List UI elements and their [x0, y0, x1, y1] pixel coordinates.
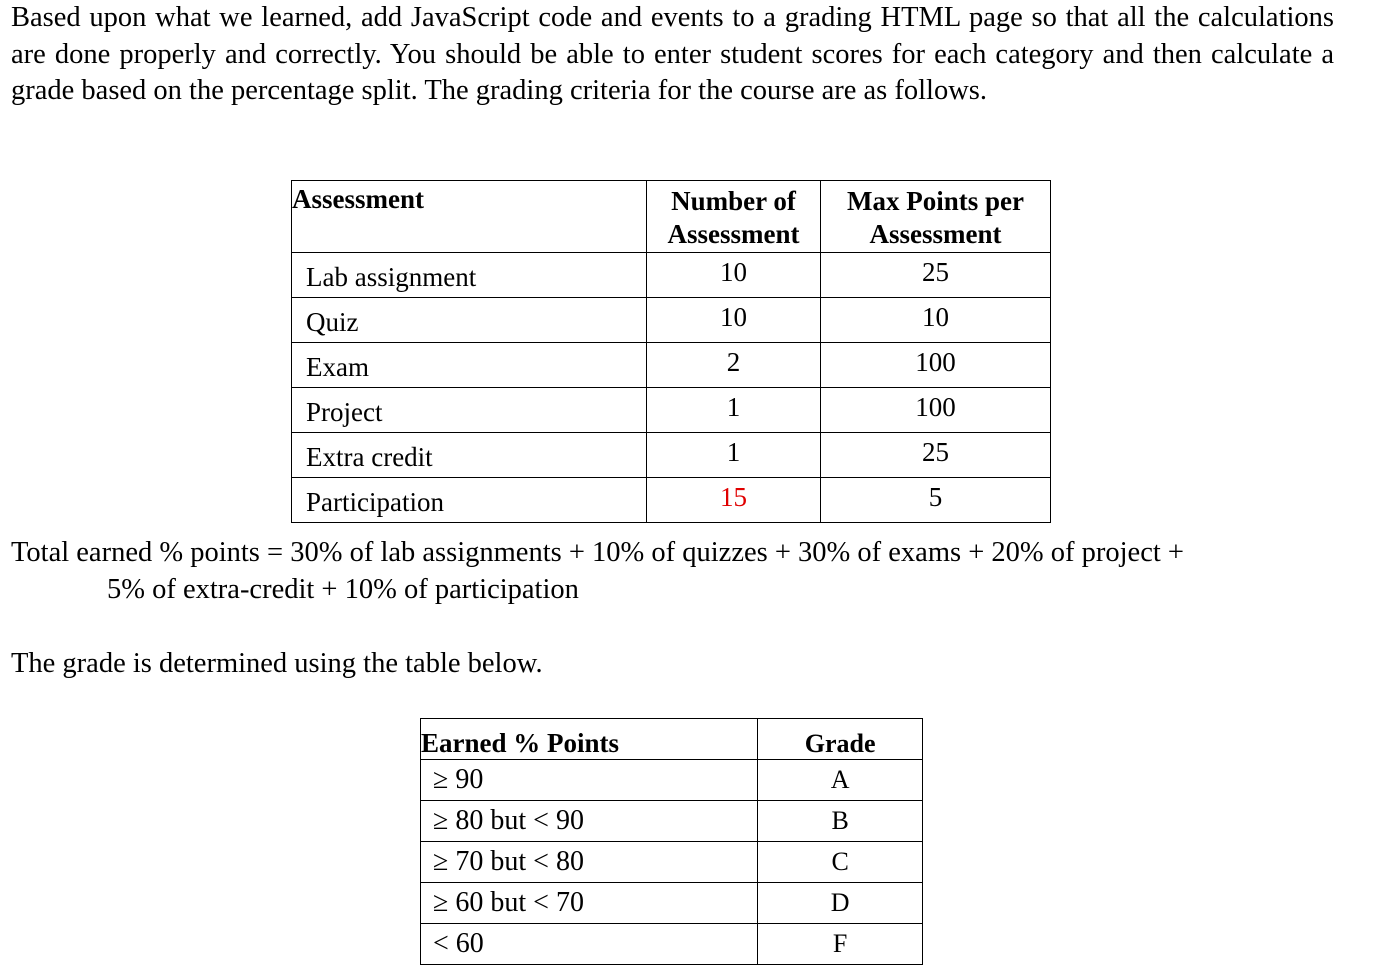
assessment-max: 5: [821, 478, 1051, 523]
grade-range: < 60: [421, 924, 758, 965]
table-row: [292, 253, 1051, 298]
assessment-count: 10: [647, 253, 821, 298]
assessment-max: 25: [821, 253, 1051, 298]
grade-range: ≥ 70 but < 80: [421, 842, 758, 883]
table-row: [292, 298, 1051, 343]
header-earned-points: Earned % Points: [421, 719, 758, 760]
table-row: [421, 842, 923, 883]
grade-letter: B: [758, 801, 923, 842]
table-row: [292, 433, 1051, 478]
formula-line-2: 5% of extra-credit + 10% of participation: [107, 573, 579, 605]
table-row: [421, 883, 923, 924]
assessment-header-row: [292, 181, 1051, 253]
intro-paragraph: Based upon what we learned, add JavaScript code and events to a grading HTML page so that all the calculations are done properly and correctly. You should be able to enter student scores for each category and then calculate a grade based on the percentage split. The grading criteria for the course are as follows.: [11, 2, 1334, 106]
grade-letter: C: [758, 842, 923, 883]
assessment-count: 10: [647, 298, 821, 343]
assessment-count-highlighted: 15: [647, 478, 821, 523]
table-row: [292, 388, 1051, 433]
assessment-max: 100: [821, 343, 1051, 388]
header-max-points: Max Points per Assessment: [821, 181, 1051, 253]
grade-letter: F: [758, 924, 923, 965]
grade-header-row: [421, 719, 923, 760]
grade-range: ≥ 90: [421, 760, 758, 801]
formula-line-1: Total earned % points = 30% of lab assignments + 10% of quizzes + 30% of exams + 20% of project +: [11, 537, 1184, 568]
assessment-name: Lab assignment: [292, 253, 647, 298]
assessment-count: 1: [647, 388, 821, 433]
assessment-max: 10: [821, 298, 1051, 343]
grade-letter: A: [758, 760, 923, 801]
header-grade: Grade: [758, 719, 923, 760]
table-row: [292, 343, 1051, 388]
assessment-count: 2: [647, 343, 821, 388]
assessment-name: Quiz: [292, 298, 647, 343]
assessment-table: [291, 180, 1051, 523]
table-row: [421, 801, 923, 842]
assessment-name: Exam: [292, 343, 647, 388]
table-row: [292, 478, 1051, 523]
grade-range: ≥ 80 but < 90: [421, 801, 758, 842]
grade-letter: D: [758, 883, 923, 924]
header-assessment: Assessment: [292, 181, 647, 253]
assessment-max: 25: [821, 433, 1051, 478]
grade-range: ≥ 60 but < 70: [421, 883, 758, 924]
grade-table: [420, 718, 923, 965]
header-number-of-assessment: Number of Assessment: [647, 181, 821, 253]
assessment-name: Project: [292, 388, 647, 433]
assessment-count: 1: [647, 433, 821, 478]
grade-intro-text: The grade is determined using the table below.: [11, 648, 543, 679]
assessment-name: Participation: [292, 478, 647, 523]
assessment-name: Extra credit: [292, 433, 647, 478]
assessment-max: 100: [821, 388, 1051, 433]
table-row: [421, 924, 923, 965]
formula-text: [11, 535, 1351, 608]
table-row: [421, 760, 923, 801]
